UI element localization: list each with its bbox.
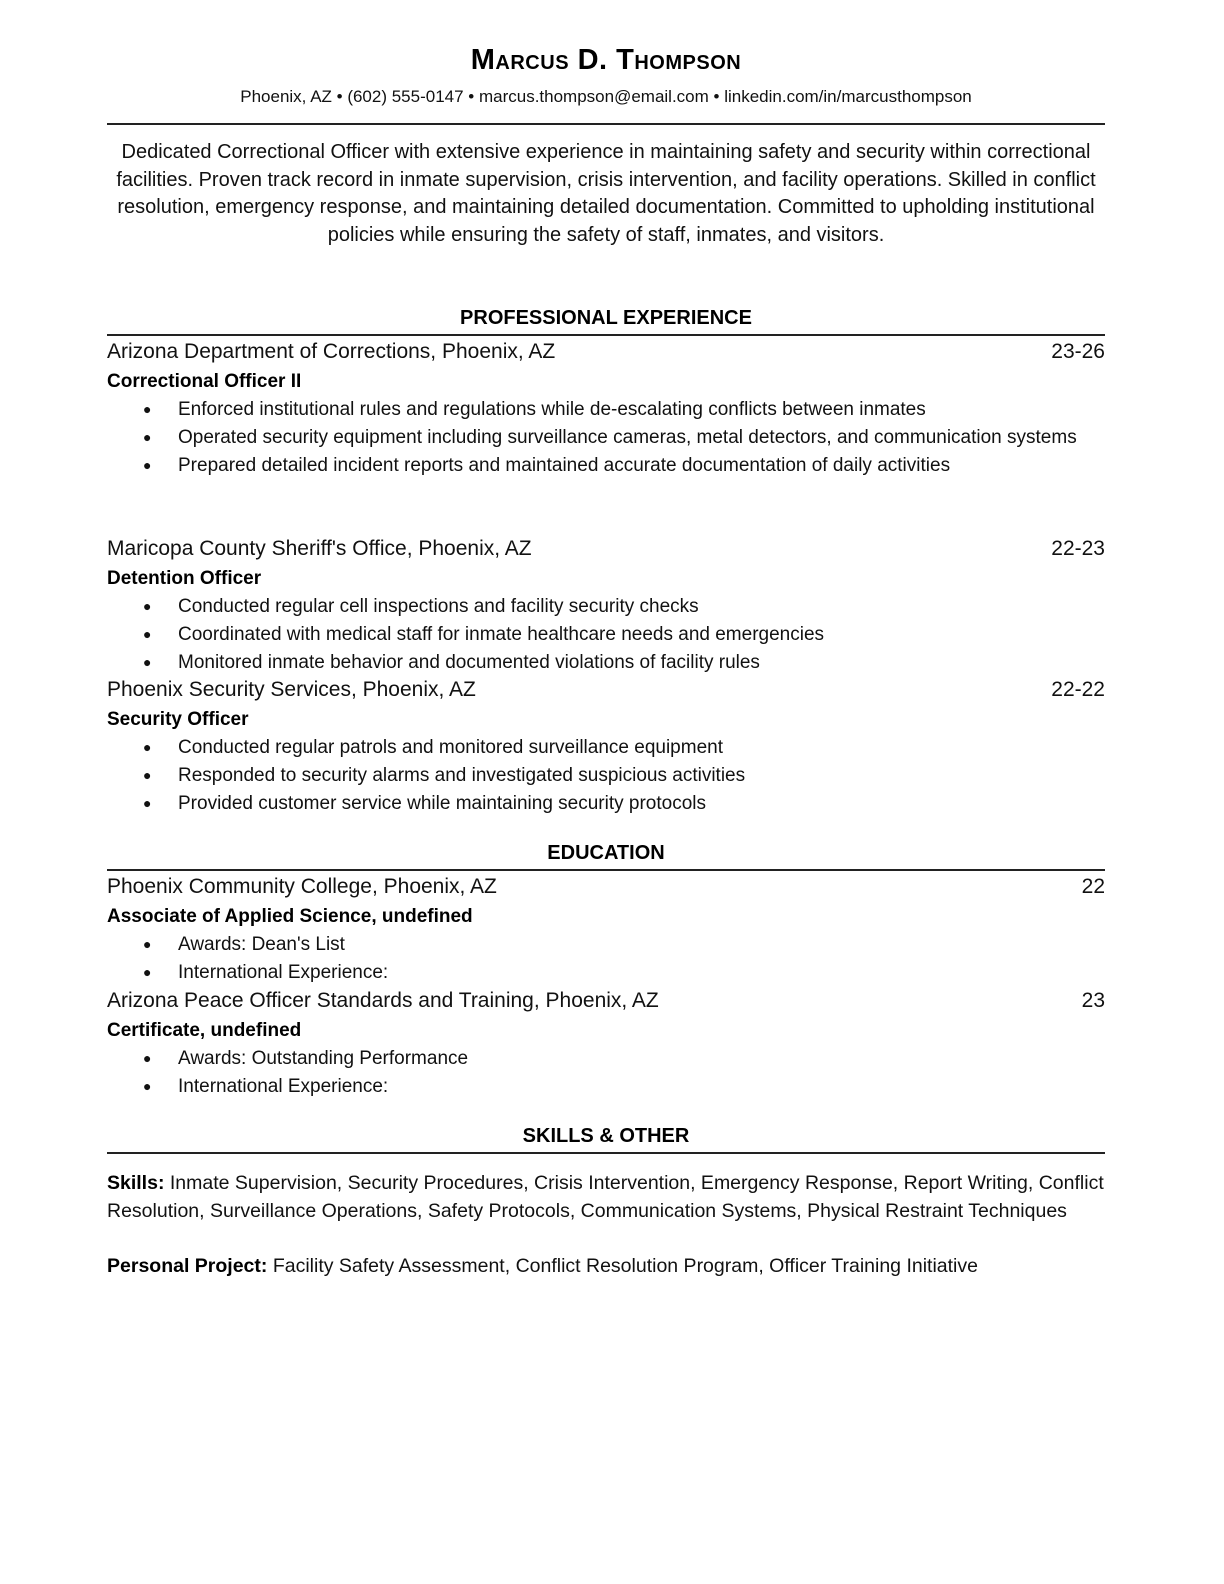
experience-org: Phoenix Security Services, Phoenix, AZ bbox=[107, 678, 476, 701]
bullet-item: ● Awards: Dean's List bbox=[107, 931, 1105, 959]
education-entry-2-header bbox=[107, 989, 1105, 1013]
education-bullets bbox=[107, 931, 1105, 987]
experience-entry-1-header bbox=[107, 340, 1105, 364]
bullet-item: ● Provided customer service while maintaining security protocols bbox=[107, 790, 1105, 818]
personal-project-text: Facility Safety Assessment, Conflict Resolution Program, Officer Training Initiative bbox=[272, 1255, 978, 1277]
section-title-skills: SKILLS & OTHER bbox=[522, 1125, 690, 1147]
experience-bullets bbox=[107, 593, 1105, 676]
education-degree: Associate of Applied Science, undefined bbox=[107, 906, 473, 927]
bullet-item: ● Conducted regular cell inspections and facility security checks bbox=[107, 593, 1105, 621]
education-org: Phoenix Community College, Phoenix, AZ bbox=[107, 875, 497, 898]
education-org: Arizona Peace Officer Standards and Training, Phoenix, AZ bbox=[107, 989, 659, 1012]
bullet-item: ● Conducted regular patrols and monitored surveillance equipment bbox=[107, 734, 1105, 762]
experience-role: Detention Officer bbox=[107, 568, 262, 589]
education-bullets bbox=[107, 1045, 1105, 1101]
bullet-item: ● International Experience: bbox=[107, 959, 1105, 987]
bullet-icon: ● bbox=[143, 936, 152, 952]
personal-project-label: Personal Project: bbox=[107, 1255, 268, 1277]
section-title-experience: PROFESSIONAL EXPERIENCE bbox=[460, 307, 752, 329]
experience-date: 22-23 bbox=[1051, 537, 1105, 560]
bullet-icon: ● bbox=[143, 1050, 152, 1066]
section-title-education: EDUCATION bbox=[547, 842, 665, 864]
bullet-icon: ● bbox=[143, 456, 152, 473]
candidate-name: Marcus D. Thompson bbox=[470, 44, 742, 76]
bullet-icon: ● bbox=[143, 739, 152, 755]
personal-project-line bbox=[107, 1253, 1105, 1281]
bullet-item: ● Coordinated with medical staff for inmate healthcare needs and emergencies bbox=[107, 621, 1105, 649]
bullet-icon: ● bbox=[143, 794, 152, 811]
experience-date: 23-26 bbox=[1051, 340, 1105, 363]
experience-org: Maricopa County Sheriff's Office, Phoenix, AZ bbox=[107, 537, 532, 560]
bullet-item: ● Responded to security alarms and investigated suspicious activities bbox=[107, 762, 1105, 790]
experience-role: Security Officer bbox=[107, 709, 249, 730]
experience-entry-2-header bbox=[107, 537, 1105, 561]
experience-bullets bbox=[107, 396, 1105, 479]
skills-divider bbox=[107, 1152, 1105, 1154]
experience-bullets bbox=[107, 734, 1105, 817]
skills-line bbox=[107, 1170, 1105, 1226]
summary: Dedicated Correctional Officer with extensive experience in maintaining safety and security within correctional facilities. Proven track record in inmate supervision, crisis intervention, and facility operations. Skilled in conflict resolution, emergency response, and maintaining detailed documentation. Committed to upholding institutional policies while ensuring the safety of staff, inmates, and visitors. bbox=[116, 141, 1096, 247]
bullet-item: ● International Experience: bbox=[107, 1073, 1105, 1101]
education-entry-1-header bbox=[107, 875, 1105, 899]
bullet-icon: ● bbox=[143, 598, 152, 614]
education-date: 23 bbox=[1081, 989, 1105, 1012]
education-degree: Certificate, undefined bbox=[107, 1020, 302, 1041]
experience-divider bbox=[107, 334, 1105, 336]
bullet-item: ● Enforced institutional rules and regulations while de-escalating conflicts between inmates bbox=[107, 396, 1105, 424]
experience-date: 22-22 bbox=[1051, 678, 1105, 701]
bullet-icon: ● bbox=[143, 625, 152, 642]
experience-role: Correctional Officer II bbox=[107, 371, 302, 392]
experience-org: Arizona Department of Corrections, Phoenix, AZ bbox=[107, 340, 556, 363]
bullet-icon: ● bbox=[143, 653, 152, 670]
bullet-item: ● Monitored inmate behavior and documented violations of facility rules bbox=[107, 649, 1105, 677]
skills-text: Inmate Supervision, Security Procedures, Crisis Intervention, Emergency Response, Report Writing, Conflict Resolution, Surveillance Operations, Safety Protocols, Communication Systems, Physical Restraint Techniques bbox=[107, 1172, 1104, 1222]
header-divider bbox=[107, 123, 1105, 125]
bullet-icon: ● bbox=[143, 766, 152, 783]
bullet-icon: ● bbox=[143, 428, 152, 445]
bullet-item: ● Awards: Outstanding Performance bbox=[107, 1045, 1105, 1073]
bullet-icon: ● bbox=[143, 1077, 152, 1094]
skills-label: Skills: bbox=[107, 1172, 165, 1194]
bullet-item: ● Operated security equipment including surveillance cameras, metal detectors, and communication systems bbox=[107, 424, 1105, 452]
contact-line: Phoenix, AZ • (602) 555-0147 • marcus.thompson@email.com • linkedin.com/in/marcusthompson bbox=[240, 87, 972, 106]
education-divider bbox=[107, 869, 1105, 871]
education-date: 22 bbox=[1081, 875, 1105, 898]
bullet-icon: ● bbox=[143, 963, 152, 980]
bullet-icon: ● bbox=[143, 401, 152, 417]
bullet-item: ● Prepared detailed incident reports and maintained accurate documentation of daily activities bbox=[107, 452, 1105, 480]
experience-entry-3-header bbox=[107, 678, 1105, 702]
